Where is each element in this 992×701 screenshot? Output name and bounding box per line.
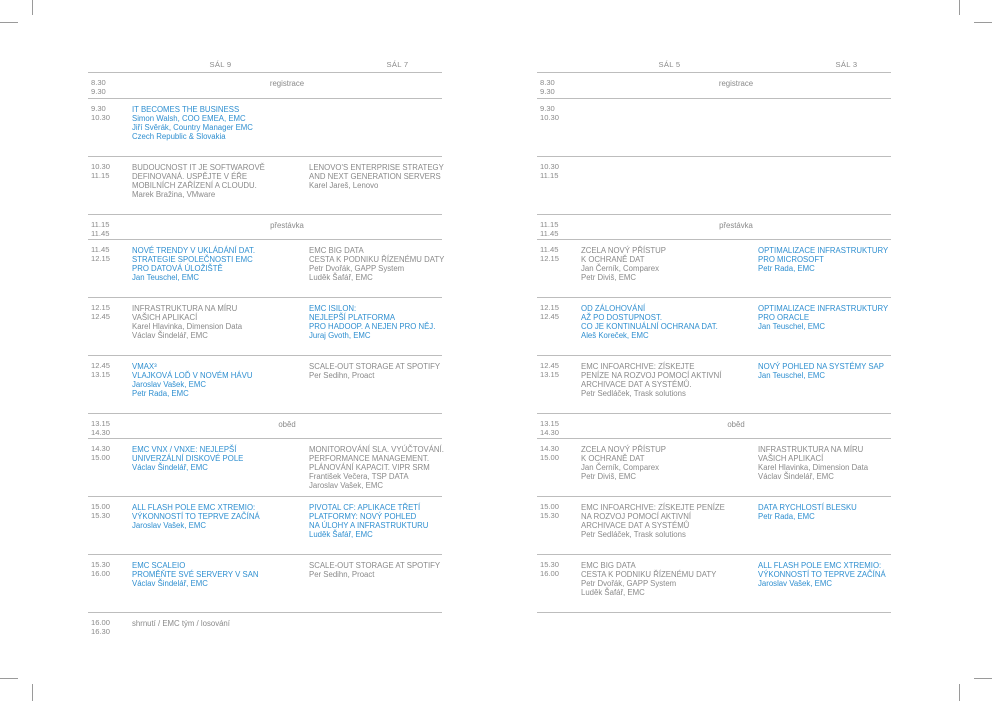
- session-title-line: OPTIMALIZACE INFRASTRUKTURY: [758, 246, 889, 255]
- session-title-line: ARCHIVACE DAT A SYSTÉMŮ.: [581, 380, 692, 389]
- schedule-row: [88, 613, 442, 647]
- speaker-line: Václav Šindelář, EMC: [132, 463, 208, 472]
- speaker-line: Petr Dvořák, GAPP System: [309, 264, 405, 273]
- hall-name: SÁL 5: [658, 60, 681, 69]
- speaker-line: Václav Šindelář, EMC: [132, 331, 208, 340]
- end-time: 16.30: [91, 626, 111, 636]
- speaker-line: Simon Walsh, COO EMEA, EMC: [132, 114, 246, 123]
- session: [758, 445, 930, 481]
- schedule-row: [537, 497, 891, 555]
- start-time: 16.00: [91, 618, 111, 627]
- speaker-line: Jan Černík, Comparex: [581, 264, 659, 273]
- session-title-line: PROMĚŇTE SVÉ SERVERY V SAN: [132, 570, 259, 579]
- end-time: 9.30: [91, 86, 106, 96]
- schedule-row: [537, 215, 891, 240]
- start-time: 8.30: [540, 78, 555, 87]
- session-title-line: VÝKONNOSTÍ TO TEPRVE ZAČÍNÁ: [758, 570, 886, 579]
- start-time: 11.15: [91, 220, 110, 229]
- right-schedule-page: [537, 60, 891, 613]
- session-title-line: PRO DATOVÁ ÚLOŽIŠTĚ: [132, 264, 223, 273]
- crop-mark: [0, 678, 18, 679]
- speaker-line: Jaroslav Vašek, EMC: [758, 579, 832, 588]
- hall-header: [88, 60, 442, 73]
- session-title-line: VLAJKOVÁ LOĎ V NOVÉM HÁVU: [132, 371, 253, 380]
- session-title-line: INFRASTRUKTURA NA MÍRU: [132, 304, 238, 313]
- break-label: oběd: [278, 420, 296, 429]
- start-time: 15.00: [540, 502, 560, 511]
- time-slot: [91, 503, 121, 520]
- schedule-row: [88, 240, 445, 298]
- session: [581, 304, 753, 340]
- time-slot: [540, 503, 570, 520]
- schedule-row: [88, 356, 442, 414]
- schedule-row: [537, 356, 891, 414]
- time-slot: [540, 79, 570, 96]
- session-title-line: NOVÝ POHLED NA SYSTÉMY SAP: [758, 362, 884, 371]
- session-title-line: PRO HADOOP. A NEJEN PRO NĚJ.: [309, 322, 436, 331]
- schedule-row: [88, 497, 442, 555]
- speaker-line: Luděk Šafář, EMC: [309, 530, 373, 539]
- speaker-line: Karel Hlavinka, Dimension Data: [758, 463, 869, 472]
- speaker-line: Czech Republic & Slovakia: [132, 132, 226, 141]
- session: [309, 246, 481, 282]
- session-title-line: CESTA K PODNIKU ŘÍZENÉMU DATY: [581, 570, 717, 579]
- session-title-line: NEJLEPŠÍ PLATFORMA: [309, 313, 396, 322]
- crop-mark: [974, 678, 992, 679]
- schedule-row: [88, 157, 442, 215]
- time-slot: [540, 105, 570, 122]
- time-slot: [540, 304, 570, 321]
- session-title-line: INFRASTRUKTURA NA MÍRU: [758, 445, 864, 454]
- start-time: 10.30: [540, 162, 560, 171]
- session-title-line: PRO ORACLE: [758, 313, 810, 322]
- schedule-row: [537, 439, 891, 497]
- speaker-line: Petr Diviš, EMC: [581, 472, 637, 481]
- speaker-line: Petr Sedláček, Trask solutions: [581, 389, 686, 398]
- time-slot: [91, 445, 121, 462]
- speaker-line: Petr Diviš, EMC: [581, 273, 637, 282]
- end-time: 15.30: [91, 510, 111, 520]
- speaker-line: Petr Sedláček, Trask solutions: [581, 530, 686, 539]
- session: [758, 304, 930, 331]
- session-title-line: PRO MICROSOFT: [758, 255, 824, 264]
- session: [581, 445, 753, 481]
- break-label: přestávka: [270, 221, 304, 230]
- time-slot: [540, 246, 570, 263]
- session: [132, 105, 304, 141]
- end-time: 14.30: [540, 427, 560, 437]
- crop-mark: [32, 684, 33, 701]
- session: [309, 503, 481, 539]
- session-title-line: OPTIMALIZACE INFRASTRUKTURY: [758, 304, 889, 313]
- break-label: přestávka: [719, 221, 753, 230]
- speaker-line: Jaroslav Vašek, EMC: [132, 380, 206, 389]
- start-time: 15.30: [91, 560, 111, 569]
- time-slot: [91, 362, 121, 379]
- session-title-line: IT BECOMES THE BUSINESS: [132, 105, 240, 114]
- session-title-line: NA ROZVOJ POMOCÍ AKTIVNÍ: [581, 512, 692, 521]
- session-title-line: MOBILNÍCH ZAŘÍZENÍ A CLOUDU.: [132, 181, 257, 190]
- session-title-line: EMC INFOARCHIVE: ZÍSKEJTE: [581, 362, 695, 371]
- session-title-line: PENÍZE NA ROZVOJ POMOCÍ AKTIVNÍ: [581, 371, 722, 380]
- session-title-line: CO JE KONTINUÁLNÍ OCHRANA DAT.: [581, 322, 718, 331]
- start-time: 11.45: [91, 245, 110, 254]
- session: [132, 619, 304, 628]
- session-title-line: AND NEXT GENERATION SERVERS: [309, 172, 441, 181]
- end-time: 15.30: [540, 510, 560, 520]
- session-title-line: BUDOUCNOST IT JE SOFTWAROVĚ: [132, 163, 265, 172]
- session-title-line: UNIVERZÁLNÍ DISKOVÉ POLE: [132, 454, 244, 463]
- speaker-line: Jaroslav Vašek, EMC: [132, 521, 206, 530]
- session: [309, 445, 481, 490]
- schedule-row: [88, 298, 442, 356]
- end-time: 13.15: [540, 369, 560, 379]
- schedule-row: [537, 240, 891, 298]
- speaker-line: Jaroslav Vašek, EMC: [309, 481, 383, 490]
- session-title-line: NOVÉ TRENDY V UKLÁDÁNÍ DAT.: [132, 246, 256, 255]
- session: [132, 503, 304, 530]
- start-time: 13.15: [540, 419, 560, 428]
- end-time: 11.45: [540, 228, 559, 238]
- time-slot: [540, 561, 570, 578]
- schedule-row: [537, 414, 891, 439]
- speaker-line: Václav Šindelář, EMC: [132, 579, 208, 588]
- start-time: 8.30: [91, 78, 106, 87]
- session: [132, 561, 304, 588]
- start-time: 15.00: [91, 502, 111, 511]
- crop-mark: [959, 0, 960, 15]
- session-title-line: K OCHRANĚ DAT: [581, 255, 645, 264]
- session: [132, 304, 304, 340]
- start-time: 10.30: [91, 162, 111, 171]
- time-slot: [91, 246, 121, 263]
- schedule-rows: [88, 73, 445, 647]
- session: [581, 246, 753, 282]
- time-slot: [91, 619, 121, 636]
- session-title-line: EMC ISILON:: [309, 304, 357, 313]
- time-slot: [91, 79, 121, 96]
- speaker-line: Karel Hlavinka, Dimension Data: [132, 322, 243, 331]
- time-slot: [91, 163, 121, 180]
- speaker-line: Petr Rada, EMC: [758, 264, 815, 273]
- schedule-row: [537, 555, 891, 613]
- session: [309, 362, 481, 380]
- session: [581, 503, 753, 539]
- session-title-line: VÝKONNOSTÍ TO TEPRVE ZAČÍNÁ: [132, 512, 260, 521]
- speaker-line: Jan Teuschel, EMC: [758, 322, 826, 331]
- speaker-line: Václav Šindelář, EMC: [758, 472, 834, 481]
- session-title-line: ZCELA NOVÝ PŘÍSTUP: [581, 445, 666, 454]
- session: [132, 445, 304, 472]
- session-title-line: EMC BIG DATA: [309, 246, 364, 255]
- end-time: 11.15: [540, 170, 559, 180]
- time-slot: [91, 221, 121, 238]
- schedule-row: [88, 99, 442, 157]
- speaker-line: František Večera, TSP DATA: [309, 472, 409, 481]
- session: [581, 561, 753, 597]
- session-title-line: SCALE-OUT STORAGE AT SPOTIFY: [309, 362, 441, 371]
- session-title-line: ALL FLASH POLE EMC XTREMIO:: [758, 561, 882, 570]
- speaker-line: Juraj Gvoth, EMC: [309, 331, 371, 340]
- start-time: 14.30: [540, 444, 560, 453]
- speaker-line: Petr Rada, EMC: [132, 389, 189, 398]
- end-time: 9.30: [540, 86, 555, 96]
- speaker-line: Jan Teuschel, EMC: [132, 273, 200, 282]
- end-time: 10.30: [91, 112, 111, 122]
- time-slot: [91, 105, 121, 122]
- end-time: 12.15: [91, 253, 111, 263]
- hall-name: SÁL 7: [386, 60, 409, 69]
- schedule-row: [88, 73, 442, 99]
- session: [309, 561, 481, 579]
- session-title-line: DATA RYCHLOSTÍ BLESKU: [758, 503, 857, 512]
- left-schedule-page: [88, 60, 445, 647]
- session-title-line: MONITOROVÁNÍ SLA. VYÚČTOVÁNÍ.: [309, 445, 444, 454]
- speaker-line: Marek Bražina, VMware: [132, 190, 216, 199]
- end-time: 15.00: [91, 452, 111, 462]
- start-time: 15.30: [540, 560, 560, 569]
- schedule-row: [537, 157, 891, 215]
- end-time: 13.15: [91, 369, 111, 379]
- speaker-line: Petr Rada, EMC: [758, 512, 815, 521]
- session-title-line: ALL FLASH POLE EMC XTREMIO:: [132, 503, 256, 512]
- session: [132, 246, 304, 282]
- end-time: 10.30: [540, 112, 560, 122]
- time-slot: [91, 420, 121, 437]
- speaker-line: Luděk Šafář, EMC: [581, 588, 645, 597]
- start-time: 9.30: [540, 104, 555, 113]
- session: [758, 246, 930, 273]
- session-title-line: SCALE-OUT STORAGE AT SPOTIFY: [309, 561, 441, 570]
- session: [309, 163, 481, 190]
- session-title-line: AŽ PO DOSTUPNOST.: [581, 313, 663, 322]
- hall-header: [537, 60, 891, 73]
- session-title-line: STRATEGIE SPOLEČNOSTI EMC: [132, 255, 253, 264]
- speaker-line: Aleš Koreček, EMC: [581, 331, 649, 340]
- session: [758, 561, 930, 588]
- speaker-line: Luděk Šafář, EMC: [309, 273, 373, 282]
- end-time: 15.00: [540, 452, 560, 462]
- time-slot: [540, 163, 570, 180]
- schedule-row: [88, 414, 442, 439]
- session: [758, 503, 930, 521]
- session-title-line: PIVOTAL CF: APLIKACE TŘETÍ: [309, 503, 421, 512]
- end-time: 11.45: [91, 228, 110, 238]
- break-label: oběd: [727, 420, 745, 429]
- schedule-row: [537, 73, 891, 99]
- time-slot: [540, 221, 570, 238]
- end-time: 12.15: [540, 253, 560, 263]
- start-time: 12.15: [540, 303, 560, 312]
- session-title-line: PLATFORMY: NOVÝ POHLED: [309, 512, 417, 521]
- start-time: 9.30: [91, 104, 106, 113]
- schedule-row: [88, 439, 442, 497]
- start-time: 11.15: [540, 220, 559, 229]
- session-title-line: ARCHIVACE DAT A SYSTÉMŮ: [581, 521, 690, 530]
- break-label: registrace: [269, 79, 305, 88]
- end-time: 11.15: [91, 170, 110, 180]
- session-title-line: K OCHRANĚ DAT: [581, 454, 645, 463]
- end-time: 16.00: [540, 568, 560, 578]
- session-title-line: VAŠICH APLIKACÍ: [758, 454, 824, 463]
- session-title-line: VAŠICH APLIKACÍ: [132, 313, 198, 322]
- session-title-line: CESTA K PODNIKU ŘÍZENÉMU DATY: [309, 255, 445, 264]
- session: [309, 304, 481, 340]
- session: [581, 362, 753, 398]
- schedule-row: [88, 555, 442, 613]
- hall-name: SÁL 3: [835, 60, 858, 69]
- session-title-line: VMAX³: [132, 362, 157, 371]
- end-time: 12.45: [540, 311, 560, 321]
- session: [132, 362, 304, 398]
- time-slot: [91, 304, 121, 321]
- crop-mark: [974, 22, 992, 23]
- session: [758, 362, 930, 380]
- end-time: 16.00: [91, 568, 111, 578]
- start-time: 12.45: [91, 361, 111, 370]
- time-slot: [540, 445, 570, 462]
- speaker-line: Karel Jareš, Lenovo: [309, 181, 379, 190]
- crop-mark: [0, 22, 18, 23]
- speaker-line: Petr Dvořák, GAPP System: [581, 579, 677, 588]
- session-title-line: EMC VNX / VNXE: NEJLEPŠÍ: [132, 445, 237, 454]
- break-label: registrace: [718, 79, 754, 88]
- hall-name: SÁL 9: [209, 60, 232, 69]
- session-title-line: NA ÚLOHY A INFRASTRUKTURU: [309, 521, 429, 530]
- start-time: 13.15: [91, 419, 111, 428]
- time-slot: [540, 420, 570, 437]
- session-title-line: OD ZÁLOHOVÁNÍ: [581, 304, 646, 313]
- schedule-rows: [537, 73, 891, 613]
- crop-mark: [959, 684, 960, 701]
- speaker-line: Per Sedihn, Proact: [309, 371, 375, 380]
- speaker-line: shrnutí / EMC tým / losování: [132, 619, 230, 628]
- end-time: 12.45: [91, 311, 111, 321]
- session: [132, 163, 304, 199]
- session-title-line: ZCELA NOVÝ PŘÍSTUP: [581, 246, 666, 255]
- speaker-line: Jiří Svěrák, Country Manager EMC: [132, 123, 253, 132]
- schedule-row: [537, 298, 891, 356]
- session-title-line: LENOVO'S ENTERPRISE STRATEGY: [309, 163, 444, 172]
- speaker-line: Jan Teuschel, EMC: [758, 371, 826, 380]
- session-title-line: EMC BIG DATA: [581, 561, 636, 570]
- session-title-line: PERFORMANCE MANAGEMENT.: [309, 454, 429, 463]
- session-title-line: DEFINOVANÁ. USPĚJTE V ÉŘE: [132, 172, 248, 181]
- start-time: 12.15: [91, 303, 111, 312]
- start-time: 12.45: [540, 361, 560, 370]
- time-slot: [91, 561, 121, 578]
- start-time: 11.45: [540, 245, 559, 254]
- schedule-row: [88, 215, 442, 240]
- schedule-row: [537, 99, 891, 157]
- time-slot: [540, 362, 570, 379]
- start-time: 14.30: [91, 444, 111, 453]
- speaker-line: Jan Černík, Comparex: [581, 463, 659, 472]
- session-title-line: PLÁNOVÁNÍ KAPACIT. VIPR SRM: [309, 463, 430, 472]
- end-time: 14.30: [91, 427, 111, 437]
- crop-mark: [32, 0, 33, 15]
- session-title-line: EMC INFOARCHIVE: ZÍSKEJTE PENÍZE: [581, 503, 725, 512]
- speaker-line: Per Sedihn, Proact: [309, 570, 375, 579]
- session-title-line: EMC SCALEIO: [132, 561, 186, 570]
